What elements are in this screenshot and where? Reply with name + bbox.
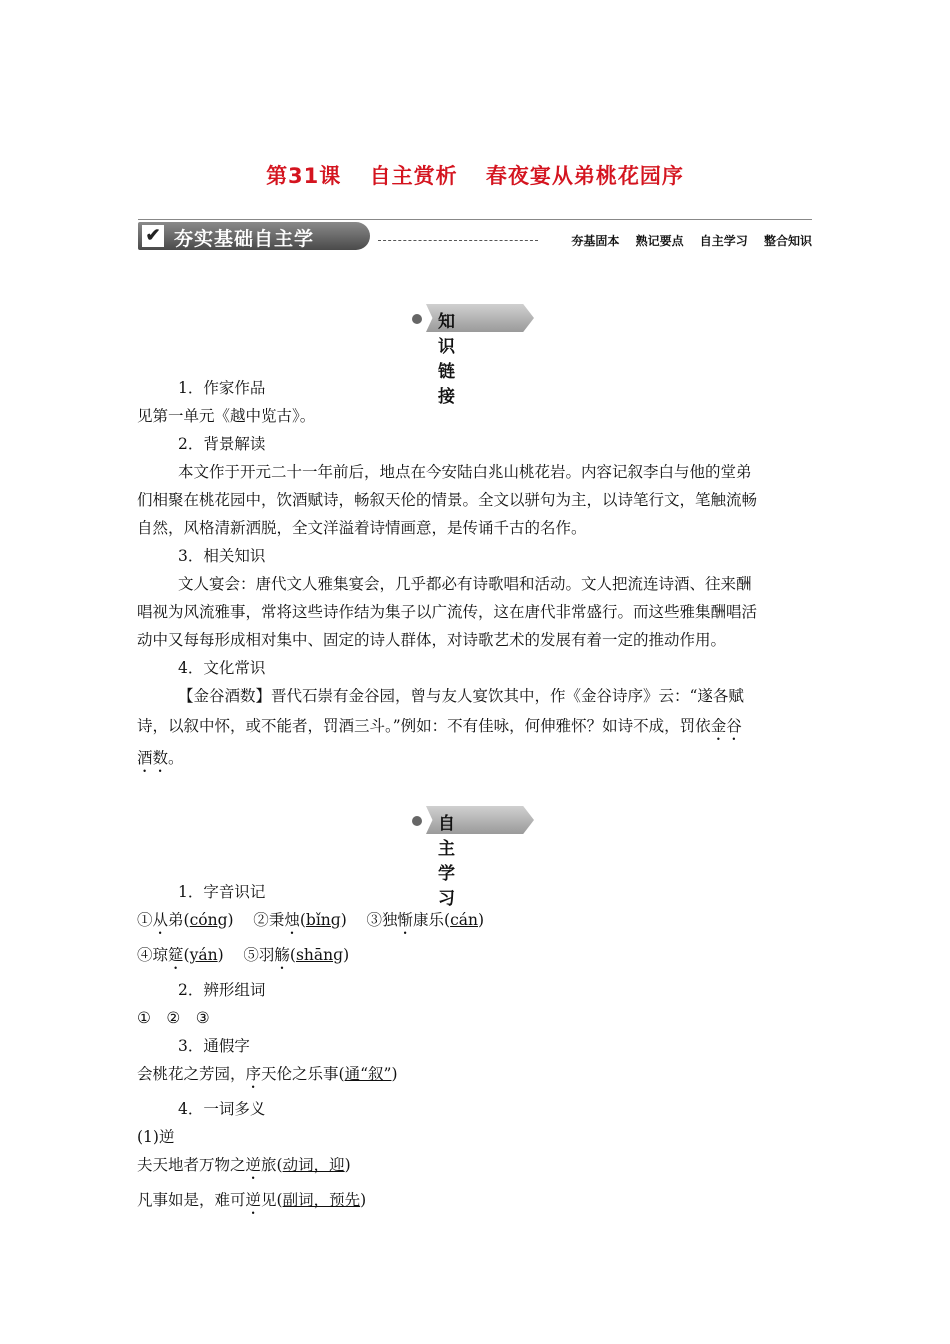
text-span: 独 [381,911,398,929]
pinyin-answer: yán [189,946,218,964]
paragraph-line: 会桃花之芳园，序天伦之乐事(通“叙”) [137,1065,398,1083]
bullet-dot-icon [412,816,422,826]
emphasized-text: 逆 [245,1191,262,1209]
emphasized-text: 酒数 [137,749,169,767]
emphasized-text: 烛 [284,911,300,929]
index-mark: ① [137,911,153,929]
text-span: 羽 [258,946,275,964]
pinyin-answer: shānɡ [295,946,344,964]
pinyin-answer: cóng [189,911,228,929]
text-span: 凡事如是，难可 [137,1191,246,1209]
page-title [0,160,950,190]
paragraph-line: 夫天地者万物之逆旅(动词，迎) [137,1156,351,1174]
section-banner [138,218,812,254]
emphasized-text: 从 [152,911,169,929]
index-mark: ④ [137,946,153,964]
index-mark: ⑤ [243,946,259,964]
item-heading: 1．字音识记 [178,883,266,901]
paragraph-line: 凡事如是，难可逆见(副词，预先) [137,1191,367,1209]
section-heading-label: 知识链接 [438,312,455,407]
text-span: 秉 [268,911,285,929]
text-span: 会桃花之芳园， [137,1065,246,1083]
banner-tag: 自主学习 [699,234,748,248]
emphasized-text: 觞 [274,946,290,964]
bullet-dot-icon [412,314,422,324]
paragraph-line: 自然，风格清新洒脱，全文洋溢着诗情画意，是传诵千古的名作。 [137,519,587,537]
emphasized-text: 逆 [245,1156,262,1174]
paragraph-line: ① ② ③ [137,1009,210,1027]
text-span: 夫天地者万物之 [137,1156,246,1174]
banner-dashed-rule [378,240,538,241]
lesson-number: 第31课 [266,164,342,188]
item-heading: 4．文化常识 [178,659,266,677]
item-heading: 3．相关知识 [178,547,266,565]
banner-tag: 整合知识 [763,234,812,248]
checkmark-icon: ✔ [142,225,164,247]
emphasized-text: 序 [245,1065,262,1083]
answer-note: 动词，迎 [282,1156,345,1174]
paragraph-line: 唱视为风流雅事，常将这些诗作结为集子以广流传，这在唐代非常盛行。而这些雅集酬唱活 [137,603,758,621]
item-heading: 1．作家作品 [178,379,266,397]
pinyin-answer: bǐnɡ [305,911,341,929]
text-span: 诗，以叙中怀，或不能者，罚酒三斗。”例如：不有佳咏，何伸雅怀？如诗不成，罚依 [137,717,711,735]
index-mark: ③ [366,911,382,929]
paragraph-line: 文人宴会：唐代文人雅集宴会，几乎都必有诗歌唱和活动。文人把流连诗酒、往来酬 [178,575,752,593]
banner-tag: 夯基固本 [571,234,620,248]
index-mark: ② [253,911,269,929]
text-span: 弟 [168,911,184,929]
text-span: 旅 [261,1156,277,1174]
paragraph-line [137,714,742,744]
emphasized-text: 金谷 [710,717,742,735]
answer-note: 副词，预先 [282,1191,361,1209]
paragraph-line: 【金谷酒数】晋代石崇有金谷园，曾与友人宴饮其中，作《金谷诗序》云：“遂各赋 [178,687,744,705]
text-span: 天伦之乐事 [261,1065,339,1083]
item-heading: 2．背景解读 [178,435,266,453]
answer-note: 通“叙” [344,1065,392,1083]
pronunciation-row: ④琼筵(yán) ⑤羽觞(shānɡ) [137,946,350,964]
lesson-type: 自主赏析 [369,164,458,188]
item-heading: 3．通假字 [178,1037,250,1055]
banner-label: 夯实基础自主学 [174,228,315,250]
paragraph-line: (1)逆 [137,1128,175,1146]
text-span: 见 [261,1191,277,1209]
emphasized-text: 筵 [168,946,184,964]
paragraph-line [137,746,184,776]
lesson-name: 春夜宴从弟桃花园序 [485,164,684,188]
pinyin-answer: cán [450,911,478,929]
section-heading-label: 自主学习 [438,814,455,909]
paragraph-line: 们相聚在桃花园中，饮酒赋诗，畅叙天伦的情景。全文以骈句为主，以诗笔行文，笔触流畅 [137,491,758,509]
item-heading: 2．辨形组词 [178,981,266,999]
banner-top-rule [138,219,812,220]
paragraph-line: 动中又每每形成相对集中、固定的诗人群体，对诗歌艺术的发展有着一定的推动作用。 [137,631,727,649]
paragraph-line: 见第一单元《越中览古》。 [137,407,316,425]
pronunciation-row: ①从弟(cóng) ②秉烛(bǐnɡ) ③独惭康乐(cán) [137,911,485,929]
banner-tag: 熟记要点 [635,234,684,248]
paragraph-line: 本文作于开元二十一年前后，地点在今安陆白兆山桃花岩。内容记叙李白与他的堂弟 [178,463,752,481]
emphasized-text: 惭 [397,911,414,929]
text-span: 。 [168,749,184,767]
banner-tags [559,232,812,249]
text-span: 康乐 [413,911,445,929]
item-heading: 4．一词多义 [178,1100,266,1118]
text-span: 琼 [152,946,169,964]
